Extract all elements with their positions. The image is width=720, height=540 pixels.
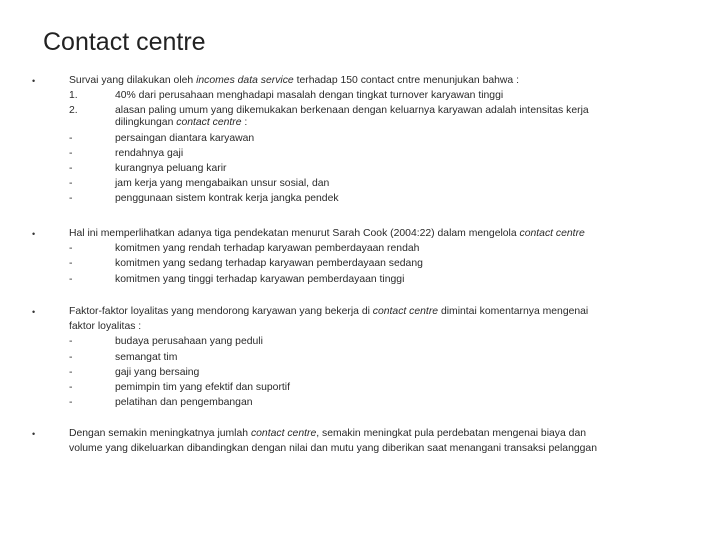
list-marker: - xyxy=(69,366,73,378)
paragraph-line xyxy=(69,306,588,318)
list-marker: - xyxy=(69,336,73,348)
paragraph-line xyxy=(69,443,597,455)
paragraph-line xyxy=(69,321,141,333)
slide-title: Contact centre xyxy=(43,28,206,56)
text-segment: terhadap 150 contact cntre menunjukan bahwa : xyxy=(293,75,519,86)
list-marker: - xyxy=(69,258,73,270)
list-marker: 2. xyxy=(69,105,78,117)
list-item-text: pemimpin tim yang efektif dan suportif xyxy=(115,382,290,393)
list-item-text: komitmen yang sedang terhadap karyawan pemberdayaan sedang xyxy=(115,258,423,270)
emphasized-text: contact centre xyxy=(250,428,317,439)
list-marker: - xyxy=(69,132,73,144)
list-item-text: 40% dari perusahaan menghadapi masalah dengan tingkat turnover karyawan tinggi xyxy=(115,90,504,102)
list-marker: 1. xyxy=(69,90,78,102)
list-item-text: penggunaan sistem kontrak kerja jangka pendek xyxy=(115,193,339,205)
text-segment: Survai yang dilakukan oleh xyxy=(69,75,197,86)
text-segment: Faktor-faktor loyalitas yang mendorong karyawan yang bekerja di xyxy=(69,306,373,317)
paragraph-line xyxy=(69,75,519,87)
list-item-text: semangat tim xyxy=(115,351,178,363)
bullet-point-icon: • xyxy=(32,307,36,317)
list-marker: - xyxy=(69,273,73,285)
list-item-text xyxy=(115,117,247,129)
text-segment: volume yang dikeluarkan dibandingkan dengan nilai dan mutu yang diberikan saat menangani transaksi pelanggan xyxy=(69,443,597,455)
list-item-text: komitmen yang rendah terhadap karyawan pemberdayaan rendah xyxy=(115,243,420,255)
text-segment: dimintai komentarnya mengenai xyxy=(438,306,589,317)
text-segment: faktor loyalitas : xyxy=(69,321,142,333)
list-marker: - xyxy=(69,351,73,363)
paragraph-line xyxy=(69,428,586,440)
text-segment: dilingkungan xyxy=(115,117,177,129)
list-marker: - xyxy=(69,178,73,190)
bullet-point-icon: • xyxy=(32,76,36,86)
emphasized-text: contact centre xyxy=(519,228,585,239)
bullet-point-icon: • xyxy=(32,429,36,439)
list-item-text: kurangnya peluang karir xyxy=(115,163,227,174)
text-segment: : xyxy=(241,117,248,129)
list-marker: - xyxy=(69,382,73,393)
list-marker: - xyxy=(69,243,73,255)
list-item-text: alasan paling umum yang dikemukakan berkenaan dengan keluarnya karyawan adalah intensitas kerja xyxy=(115,105,589,117)
list-marker: - xyxy=(69,163,73,174)
list-item-text: komitmen yang tinggi terhadap karyawan pemberdayaan tinggi xyxy=(115,273,405,285)
list-item-text: jam kerja yang mengabaikan unsur sosial, dan xyxy=(115,178,330,190)
text-segment: Dengan semakin meningkatnya jumlah xyxy=(69,428,251,439)
list-item-text: rendahnya gaji xyxy=(115,147,184,159)
list-item-text: persaingan diantara karyawan xyxy=(115,132,255,144)
list-item-text: budaya perusahaan yang peduli xyxy=(115,336,263,348)
list-marker: - xyxy=(69,193,73,205)
text-segment: , semakin meningkat pula perdebatan mengenai biaya dan xyxy=(316,428,586,439)
list-marker: - xyxy=(69,397,73,409)
list-item-text: pelatihan dan pengembangan xyxy=(115,397,253,409)
bullet-point-icon: • xyxy=(32,229,36,239)
list-marker: - xyxy=(69,147,73,159)
paragraph-line xyxy=(69,228,585,240)
emphasized-text: contact centre xyxy=(372,306,439,317)
emphasized-text: incomes data service xyxy=(196,75,294,86)
text-segment: contact centre xyxy=(176,117,242,129)
list-item-text: gaji yang bersaing xyxy=(115,366,200,378)
text-segment: Hal ini memperlihatkan adanya tiga pendekatan menurut Sarah Cook (2004:22) dalam mengelola xyxy=(69,228,520,239)
